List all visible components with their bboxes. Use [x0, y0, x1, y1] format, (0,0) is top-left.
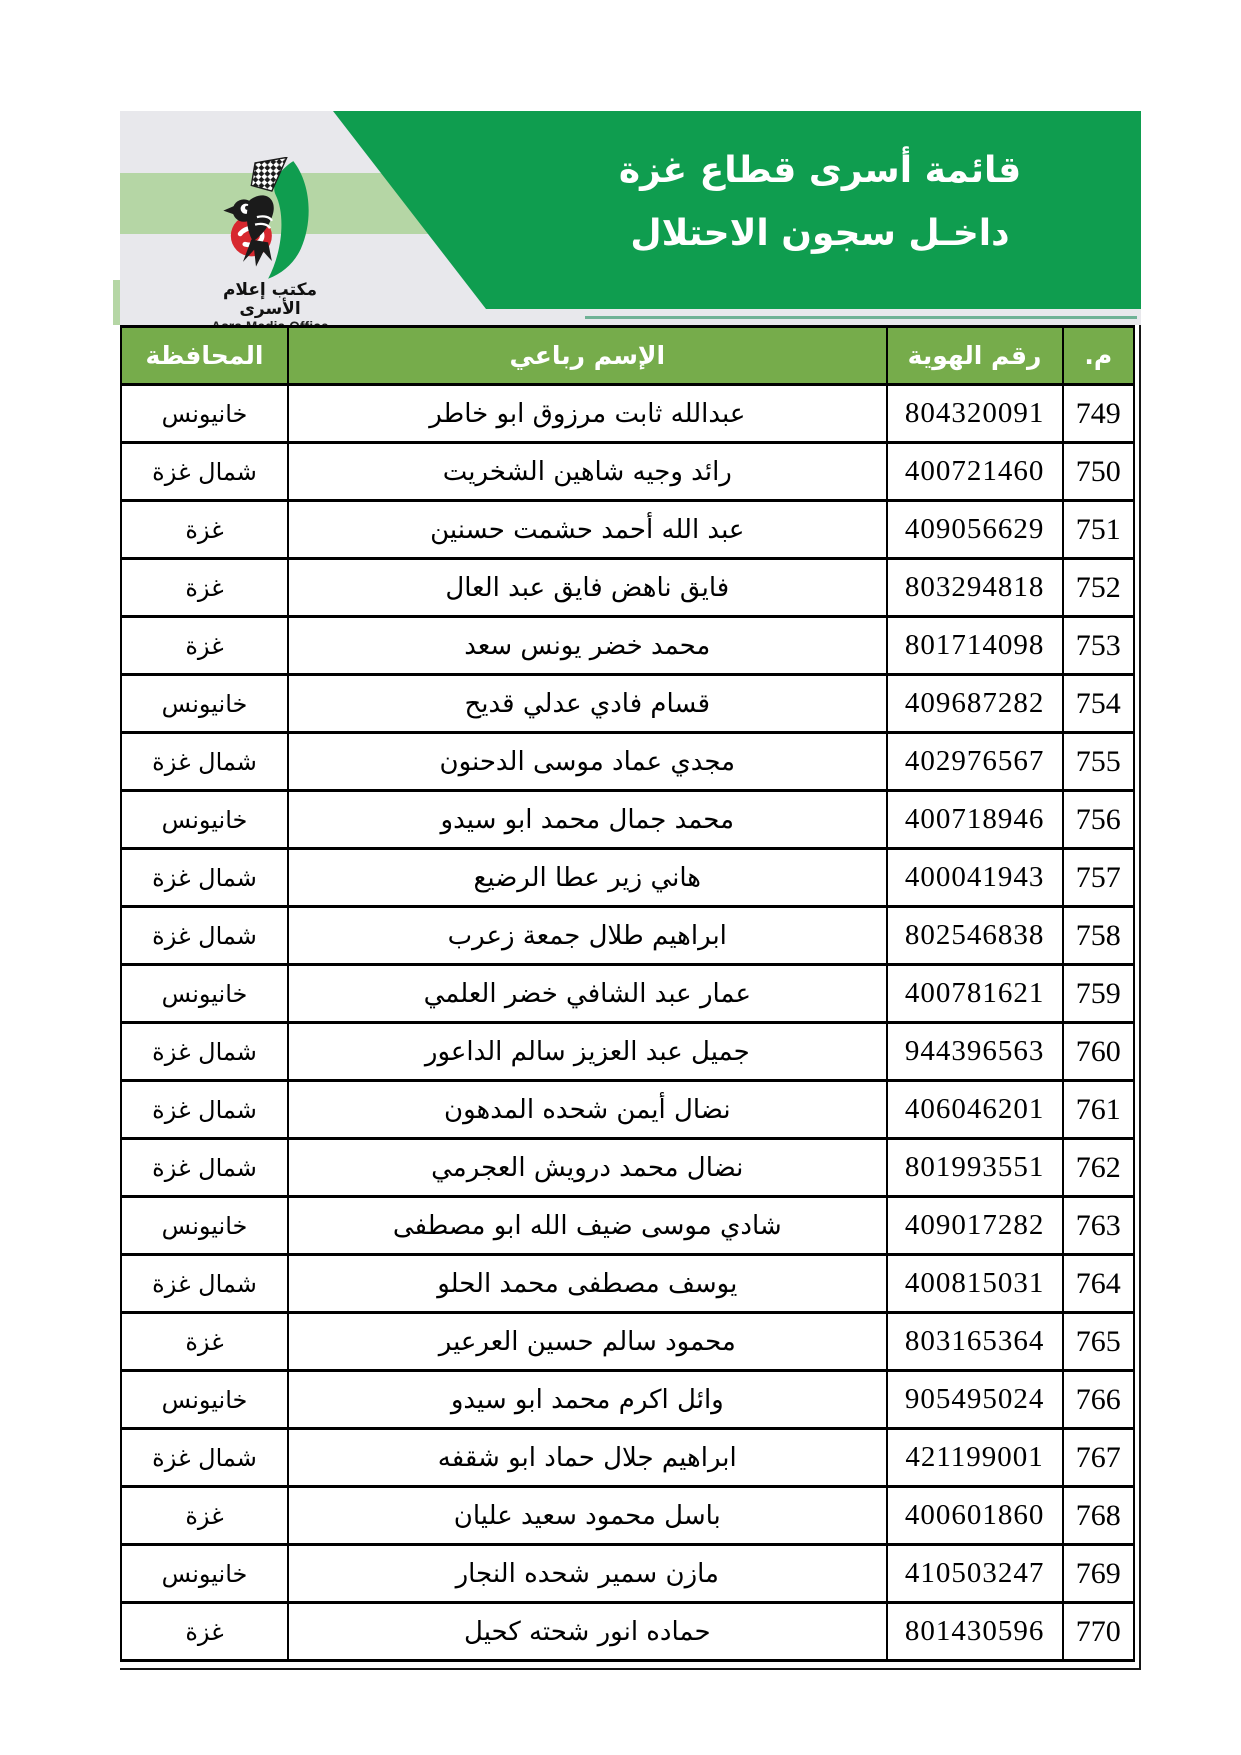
- cell-name: رائد وجيه شاهين الشخريت: [288, 443, 887, 501]
- cell-gov: خانيونس: [121, 791, 288, 849]
- cell-id: 406046201: [887, 1081, 1063, 1139]
- cell-gov: خانيونس: [121, 965, 288, 1023]
- cell-id: 801714098: [887, 617, 1063, 675]
- prisoners-table: [120, 325, 1135, 1662]
- cell-id: 409056629: [887, 501, 1063, 559]
- cell-num: 765: [1063, 1313, 1134, 1371]
- table-row: [121, 1545, 1134, 1603]
- cell-id: 801430596: [887, 1603, 1063, 1661]
- table-row: [121, 1603, 1134, 1661]
- cell-gov: خانيونس: [121, 675, 288, 733]
- table-row: [121, 1081, 1134, 1139]
- cell-gov: غزة: [121, 501, 288, 559]
- cell-name: عمار عبد الشافي خضر العلمي: [288, 965, 887, 1023]
- cell-name: محمد خضر يونس سعد: [288, 617, 887, 675]
- cell-name: يوسف مصطفى محمد الحلو: [288, 1255, 887, 1313]
- table-row: [121, 675, 1134, 733]
- cell-num: 770: [1063, 1603, 1134, 1661]
- page-title-line-2: داخـل سجون الاحتلال: [630, 213, 1010, 254]
- table-row: [121, 1487, 1134, 1545]
- asra-media-office-logo: [205, 157, 335, 335]
- cell-name: شادي موسى ضيف الله ابو مصطفى: [288, 1197, 887, 1255]
- cell-num: 758: [1063, 907, 1134, 965]
- cell-name: جميل عبد العزيز سالم الداعور: [288, 1023, 887, 1081]
- cell-num: 762: [1063, 1139, 1134, 1197]
- cell-name: محمد جمال محمد ابو سيدو: [288, 791, 887, 849]
- cell-id: 400041943: [887, 849, 1063, 907]
- table-row: [121, 385, 1134, 443]
- cell-gov: شمال غزة: [121, 1081, 288, 1139]
- cell-name: نضال أيمن شحده المدهون: [288, 1081, 887, 1139]
- table-row: [121, 617, 1134, 675]
- cell-num: 759: [1063, 965, 1134, 1023]
- cell-num: 767: [1063, 1429, 1134, 1487]
- cell-gov: شمال غزة: [121, 1255, 288, 1313]
- cell-name: ابراهيم طلال جمعة زعرب: [288, 907, 887, 965]
- cell-num: 766: [1063, 1371, 1134, 1429]
- outer-frame-line-right: [1139, 325, 1141, 1670]
- header-cell-number: م.: [1063, 327, 1134, 385]
- cell-id: 400718946: [887, 791, 1063, 849]
- cell-num: 757: [1063, 849, 1134, 907]
- cell-num: 751: [1063, 501, 1134, 559]
- cell-gov: غزة: [121, 559, 288, 617]
- cell-gov: شمال غزة: [121, 733, 288, 791]
- cell-gov: خانيونس: [121, 1545, 288, 1603]
- cell-name: عبد الله أحمد حشمت حسنين: [288, 501, 887, 559]
- cell-num: 769: [1063, 1545, 1134, 1603]
- cell-id: 905495024: [887, 1371, 1063, 1429]
- cell-num: 754: [1063, 675, 1134, 733]
- cell-name: هاني زير عطا الرضيع: [288, 849, 887, 907]
- table-header-row: [121, 327, 1134, 385]
- table-row: [121, 849, 1134, 907]
- cell-num: 753: [1063, 617, 1134, 675]
- cell-num: 763: [1063, 1197, 1134, 1255]
- cell-gov: غزة: [121, 1487, 288, 1545]
- page-title: [540, 139, 1100, 265]
- cell-id: 804320091: [887, 385, 1063, 443]
- cell-gov: غزة: [121, 1313, 288, 1371]
- table-row: [121, 1255, 1134, 1313]
- cell-gov: خانيونس: [121, 1197, 288, 1255]
- cell-name: وائل اكرم محمد ابو سيدو: [288, 1371, 887, 1429]
- cell-id: 409017282: [887, 1197, 1063, 1255]
- cell-id: 803165364: [887, 1313, 1063, 1371]
- cell-name: ابراهيم جلال حماد ابو شقفه: [288, 1429, 887, 1487]
- cell-num: 750: [1063, 443, 1134, 501]
- cell-gov: شمال غزة: [121, 907, 288, 965]
- cell-gov: شمال غزة: [121, 443, 288, 501]
- table-row: [121, 733, 1134, 791]
- cell-name: محمود سالم حسين العرعير: [288, 1313, 887, 1371]
- table-row: [121, 1139, 1134, 1197]
- cell-id: 400781621: [887, 965, 1063, 1023]
- cell-name: نضال محمد درويش العجرمي: [288, 1139, 887, 1197]
- header-cell-name: الإسم رباعي: [288, 327, 887, 385]
- left-green-sliver: [113, 280, 120, 325]
- table-row: [121, 443, 1134, 501]
- cell-id: 801993551: [887, 1139, 1063, 1197]
- cell-gov: شمال غزة: [121, 1139, 288, 1197]
- header-cell-governorate: المحافظة: [121, 327, 288, 385]
- teal-divider-line: [585, 316, 1137, 319]
- outer-frame-line-bottom: [120, 1668, 1141, 1670]
- cell-gov: شمال غزة: [121, 1429, 288, 1487]
- cell-id: 400815031: [887, 1255, 1063, 1313]
- cell-num: 768: [1063, 1487, 1134, 1545]
- cell-gov: خانيونس: [121, 385, 288, 443]
- cell-num: 756: [1063, 791, 1134, 849]
- cell-name: عبدالله ثابت مرزوق ابو خاطر: [288, 385, 887, 443]
- dove-palestinian-flag-icon: [214, 157, 326, 281]
- cell-id: 944396563: [887, 1023, 1063, 1081]
- cell-num: 755: [1063, 733, 1134, 791]
- cell-name: مجدي عماد موسى الدحنون: [288, 733, 887, 791]
- cell-num: 764: [1063, 1255, 1134, 1313]
- cell-id: 803294818: [887, 559, 1063, 617]
- cell-id: 400601860: [887, 1487, 1063, 1545]
- cell-gov: غزة: [121, 1603, 288, 1661]
- table-row: [121, 1313, 1134, 1371]
- table-row: [121, 501, 1134, 559]
- table-row: [121, 1429, 1134, 1487]
- cell-gov: خانيونس: [121, 1371, 288, 1429]
- table-row: [121, 559, 1134, 617]
- cell-num: 752: [1063, 559, 1134, 617]
- cell-gov: شمال غزة: [121, 1023, 288, 1081]
- table-row: [121, 965, 1134, 1023]
- table-row: [121, 907, 1134, 965]
- header-banner: [120, 111, 1141, 325]
- cell-name: باسل محمود سعيد عليان: [288, 1487, 887, 1545]
- header-cell-id: رقم الهوية: [887, 327, 1063, 385]
- cell-id: 400721460: [887, 443, 1063, 501]
- cell-id: 802546838: [887, 907, 1063, 965]
- cell-id: 421199001: [887, 1429, 1063, 1487]
- cell-gov: شمال غزة: [121, 849, 288, 907]
- cell-name: مازن سمير شحده النجار: [288, 1545, 887, 1603]
- table-row: [121, 1371, 1134, 1429]
- page-title-line-1: قائمة أسرى قطاع غزة: [618, 150, 1022, 191]
- table-row: [121, 1197, 1134, 1255]
- table-body: [121, 385, 1134, 1661]
- cell-id: 409687282: [887, 675, 1063, 733]
- logo-caption-arabic: مكتب إعلام الأسرى: [222, 280, 318, 319]
- cell-id: 402976567: [887, 733, 1063, 791]
- table-row: [121, 1023, 1134, 1081]
- cell-num: 761: [1063, 1081, 1134, 1139]
- cell-name: قسام فادي عدلي قديح: [288, 675, 887, 733]
- cell-num: 760: [1063, 1023, 1134, 1081]
- cell-name: فايق ناهض فايق عبد العال: [288, 559, 887, 617]
- table-row: [121, 791, 1134, 849]
- cell-num: 749: [1063, 385, 1134, 443]
- cell-id: 410503247: [887, 1545, 1063, 1603]
- prisoners-table-wrap: [120, 325, 1135, 1662]
- cell-gov: غزة: [121, 617, 288, 675]
- cell-name: حماده انور شحته كحيل: [288, 1603, 887, 1661]
